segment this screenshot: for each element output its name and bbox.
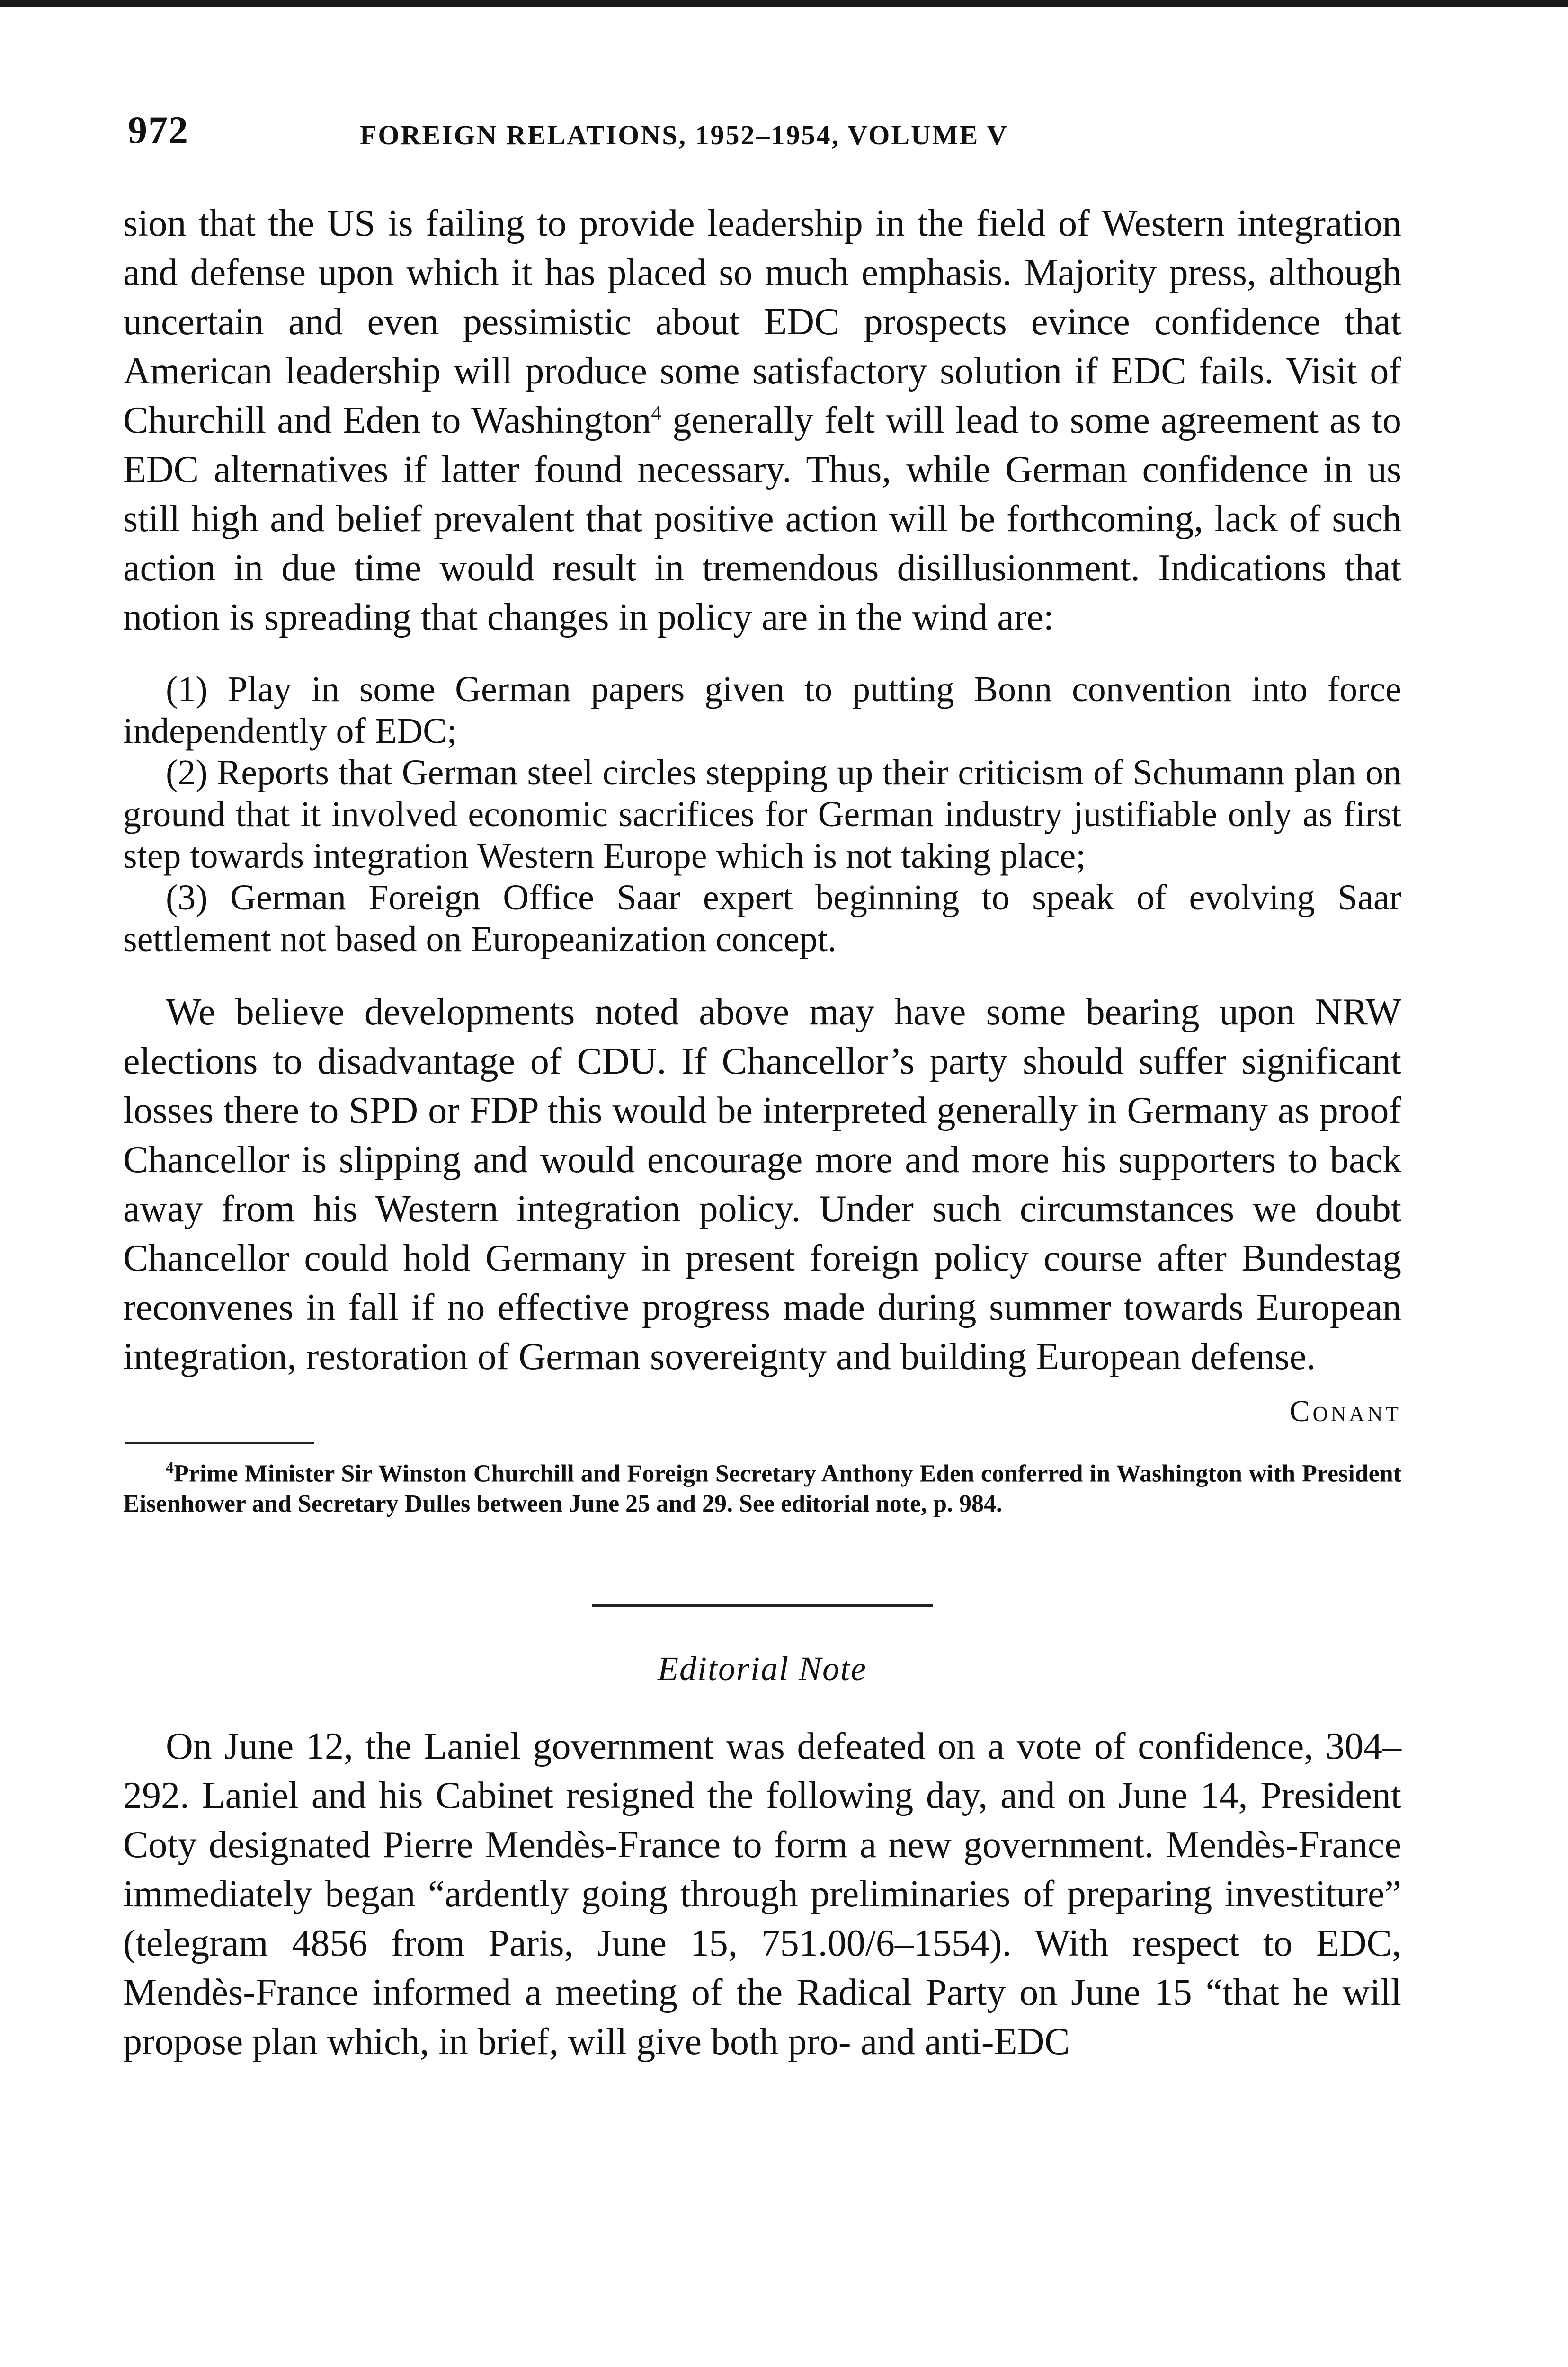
telegram-paragraph-2: We believe developments noted above may have some bearing upon NRW elections to disadvantage of CDU. If Chancellor’s party should suffer significant losses there to SPD or FDP this would be interpreted generally in Germany as proof Chancellor is slipping and would encourage more and more his supporters to back away from his Western integration policy. Under such circumstances we doubt Chancellor could hold Germany in present foreign policy course after Bundestag reconvenes in fall if no effective progress made during summer towards European integration, restoration of German sovereignty and building European defense. xyxy=(123,991,1401,1378)
page-body xyxy=(123,199,1401,2066)
telegram-paragraph-1-part-a: sion that the US is failing to provide leadership in the field of Western integration and defense upon which it has placed so much emphasis. Majority press, although uncertain and even pessimistic about EDC prospects evince confidence that American leadership will produce some satisfactory solution if EDC fails. Visit of Churchill and Eden to Washington xyxy=(123,203,1401,441)
indications-list xyxy=(123,668,1401,960)
footnote-text: Prime Minister Sir Winston Churchill and Foreign Secretary Anthony Eden conferred in Washington with President Eisenhower and Secretary Dulles between June 25 and 29. See editorial note, p. 984. xyxy=(123,1460,1401,1518)
list-item: (2) Reports that German steel circles stepping up their criticism of Schumann plan on ground that it involved economic sacrifices for German industry justifiable only as first step towards integration Western Europe which is not taking place; xyxy=(123,753,1401,876)
page-top-border xyxy=(0,0,1568,7)
footnote-marker-4: 4 xyxy=(651,401,662,425)
list-item: (3) German Foreign Office Saar expert beginning to speak of evolving Saar settlement not based on Europeanization concept. xyxy=(123,878,1401,959)
telegram-paragraph-1-part-b: generally felt will lead to some agreement as to EDC alternatives if latter found necessary. Thus, while German confidence in us still high and belief prevalent that positive action will be forthcoming, lack of such action in due time would result in tremendous disillusionment. Indications that notion is spreading that changes in policy are in the wind are: xyxy=(123,400,1402,638)
footnote-rule xyxy=(125,1442,314,1444)
running-title: FOREIGN RELATIONS, 1952–1954, VOLUME V xyxy=(360,120,1008,151)
signature: Conant xyxy=(1289,1394,1401,1428)
footnote-number: 4 xyxy=(166,1459,174,1477)
editorial-note-text: On June 12, the Laniel government was defeated on a vote of confidence, 304–292. Laniel and his Cabinet resigned the following day, and on June 14, President Coty designated Pierre Mendès-France to form a new government. Mendès-France immediately began “ardently going through preliminaries of preparing investiture” (telegram 4856 from Paris, June 15, 751.00/6–1554). With respect to EDC, Mendès-France informed a meeting of the Radical Party on June 15 “that he will propose plan which, in brief, will give both pro- and anti-EDC xyxy=(123,1726,1401,2063)
footnote xyxy=(123,1453,1401,1519)
page-header xyxy=(128,108,1397,174)
page-number: 972 xyxy=(128,108,189,151)
editorial-note-title: Editorial Note xyxy=(658,1650,867,1688)
telegram-paragraph-1 xyxy=(123,199,1401,642)
list-item: (1) Play in some German papers given to putting Bonn convention into force independently of EDC; xyxy=(123,669,1401,751)
section-separator xyxy=(592,1604,933,1607)
